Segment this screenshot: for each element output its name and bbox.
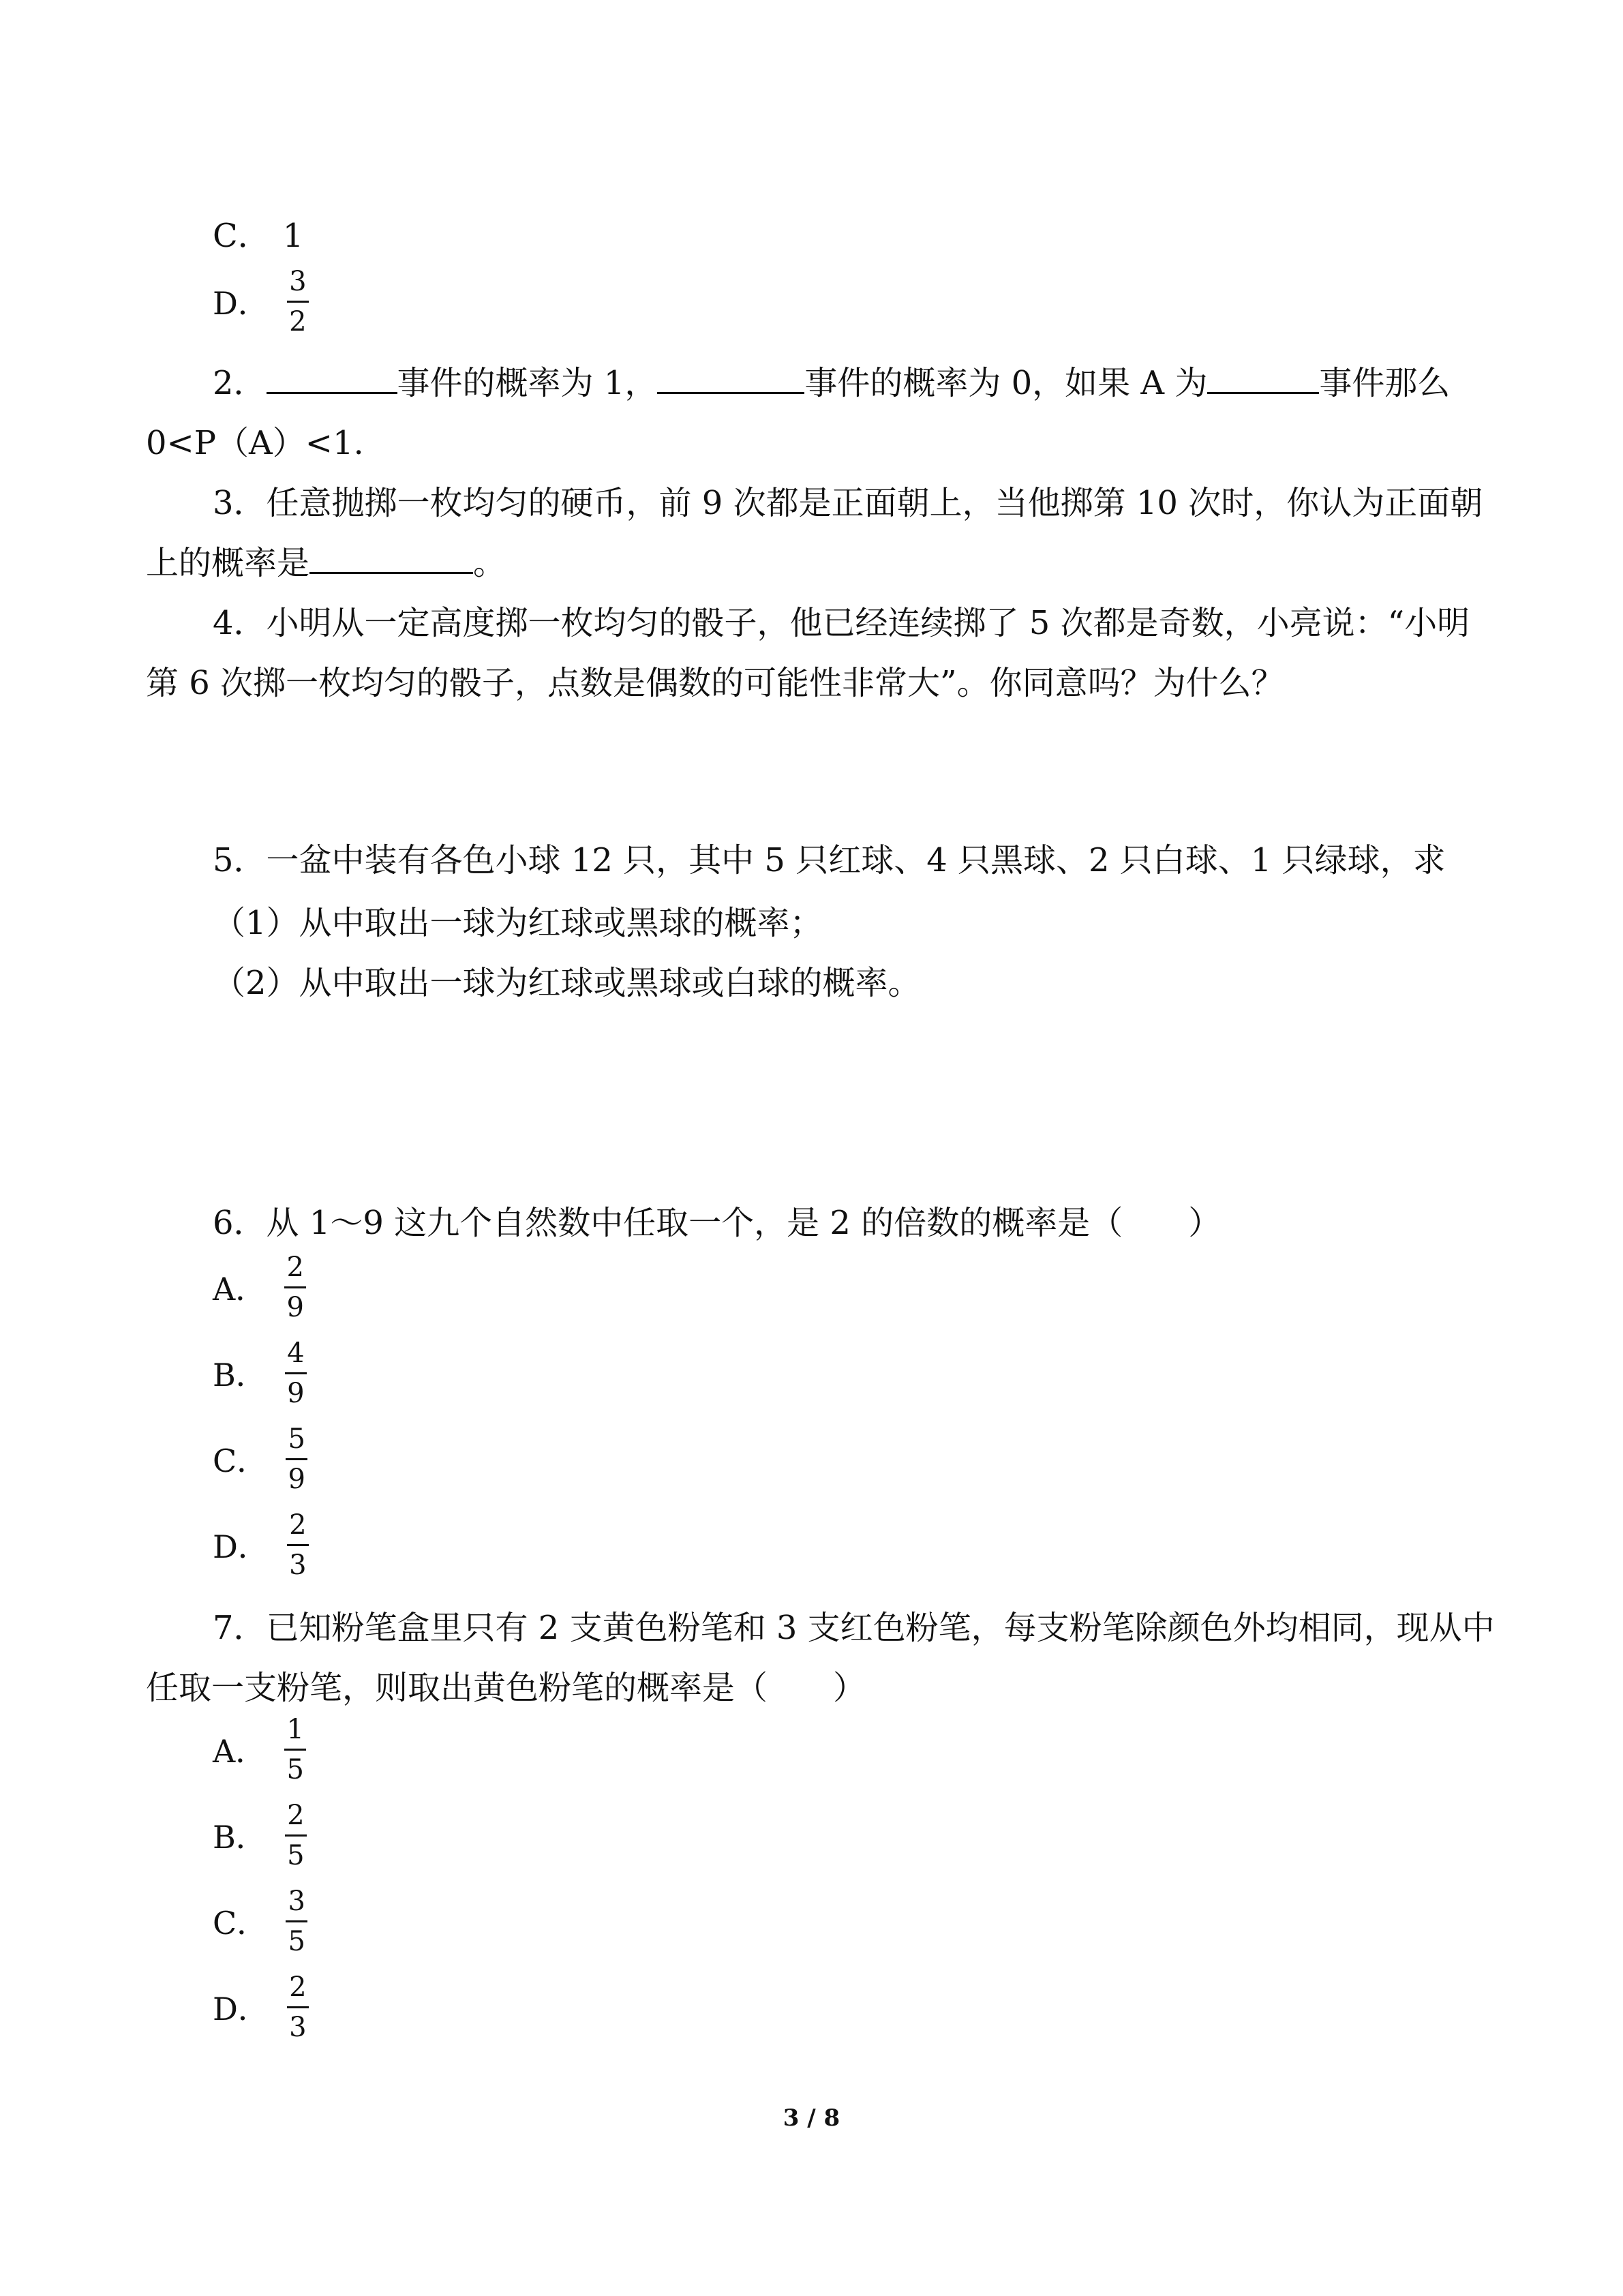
q2-text-3: 事件那么 (1319, 364, 1451, 402)
q5-stem: 5．一盆中装有各色小球 12 只，其中 5 只红球、4 只黑球、2 只白球、1 只绿球，求 (213, 841, 1446, 879)
option-label: C． (213, 1905, 269, 1942)
q7-option-b (213, 1787, 307, 1883)
fraction-bar (287, 301, 309, 303)
q2-line-2: 0<P（A）<1. (146, 424, 364, 462)
fraction-numerator: 5 (288, 1423, 305, 1455)
q2-text-2: 事件的概率为 0，如果 A 为 (804, 364, 1208, 402)
q7-line-1: 7．已知粉笔盒里只有 2 支黄色粉笔和 3 支红色粉笔，每支粉笔除颜色外均相同，现从中 (213, 1609, 1495, 1647)
q1-option-d-label: D． (213, 285, 269, 322)
fraction-denominator: 5 (286, 1753, 304, 1785)
q4-line-2: 第 6 次掷一枚均匀的骰子，点数是偶数的可能性非常大”。你同意吗？为什么？ (146, 664, 1284, 702)
fraction-denominator: 9 (286, 1291, 304, 1323)
q5-sub-question-1: （1）从中取出一球为红球或黑球的概率； (213, 904, 823, 942)
fraction-denominator: 5 (287, 1839, 305, 1871)
option-fraction (287, 1507, 309, 1583)
page-number: 3 / 8 (783, 2104, 840, 2132)
fraction-bar (287, 2006, 309, 2008)
fraction-denominator: 5 (288, 1925, 305, 1957)
q6-option-d (213, 1497, 309, 1592)
fraction-numerator: 2 (289, 1509, 307, 1541)
q2-number: 2． (213, 364, 267, 402)
q7-option-c (213, 1873, 307, 1969)
fraction-bar (285, 1372, 307, 1374)
fraction-denominator: 9 (288, 1463, 305, 1495)
option-fraction (285, 1335, 307, 1411)
q3-period: 。 (473, 544, 506, 582)
q6-option-b (213, 1325, 307, 1421)
option-label: B． (213, 1357, 267, 1393)
option-fraction (285, 1798, 307, 1873)
q1-option-c-label: C． (213, 217, 271, 255)
fraction-denominator: 3 (289, 1549, 307, 1581)
q2-blank-2 (657, 362, 804, 394)
q2-blank-1 (267, 362, 397, 394)
fraction-numerator: 3 (288, 1885, 305, 1917)
option-fraction (284, 1712, 306, 1787)
q7-option-a (213, 1702, 306, 1797)
fraction-bar (287, 1544, 309, 1546)
fraction-numerator: 2 (287, 1799, 305, 1831)
q3-line-2 (146, 541, 506, 585)
option-fraction (284, 1250, 306, 1325)
q2-blank-3 (1207, 362, 1319, 394)
option-label: A． (213, 1733, 267, 1770)
fraction-bar (284, 1286, 306, 1288)
fraction-bar (285, 1834, 307, 1837)
option-label: B． (213, 1819, 267, 1856)
q3-text: 上的概率是 (146, 544, 310, 582)
q5-sub-question-2: （2）从中取出一球为红球或黑球或白球的概率。 (213, 964, 921, 1002)
fraction-numerator: 2 (289, 1971, 307, 2003)
q1-option-d (213, 254, 309, 349)
fraction-denominator: 9 (287, 1377, 305, 1409)
fraction-denominator: 3 (289, 2011, 307, 2043)
q6-stem: 6．从 1～9 这九个自然数中任取一个，是 2 的倍数的概率是（ ） (213, 1204, 1222, 1242)
q1-option-d-fraction (287, 264, 309, 339)
q3-line-1: 3．任意抛掷一枚均匀的硬币，前 9 次都是正面朝上，当他掷第 10 次时，你认为正面朝 (213, 484, 1483, 522)
fraction-numerator: 1 (286, 1713, 304, 1745)
q2-line-1 (213, 361, 1450, 405)
fraction-bar (284, 1749, 306, 1751)
q7-line-2: 任取一支粉笔，则取出黄色粉笔的概率是（ ） (146, 1669, 866, 1707)
fraction-denominator: 2 (289, 305, 307, 337)
q1-option-c (213, 214, 303, 258)
q7-option-d (213, 1959, 309, 2055)
q4-line-1: 4．小明从一定高度掷一枚均匀的骰子，他已经连续掷了 5 次都是奇数，小亮说：“小明 (213, 604, 1470, 642)
fraction-numerator: 3 (289, 265, 307, 297)
q3-blank (309, 542, 473, 574)
option-fraction (286, 1884, 307, 1959)
option-label: C． (213, 1442, 269, 1479)
q1-option-c-value: 1 (282, 217, 304, 255)
option-label: D． (213, 1528, 269, 1565)
q6-option-c (213, 1411, 307, 1507)
option-fraction (287, 1969, 309, 2045)
fraction-numerator: 2 (286, 1251, 304, 1283)
option-label: D． (213, 1991, 269, 2027)
fraction-numerator: 4 (287, 1337, 305, 1369)
fraction-bar (286, 1458, 307, 1460)
q2-text-1: 事件的概率为 1， (397, 364, 658, 402)
option-fraction (286, 1421, 307, 1497)
option-label: A． (213, 1271, 267, 1308)
fraction-bar (286, 1920, 307, 1922)
q6-option-a (213, 1239, 306, 1335)
